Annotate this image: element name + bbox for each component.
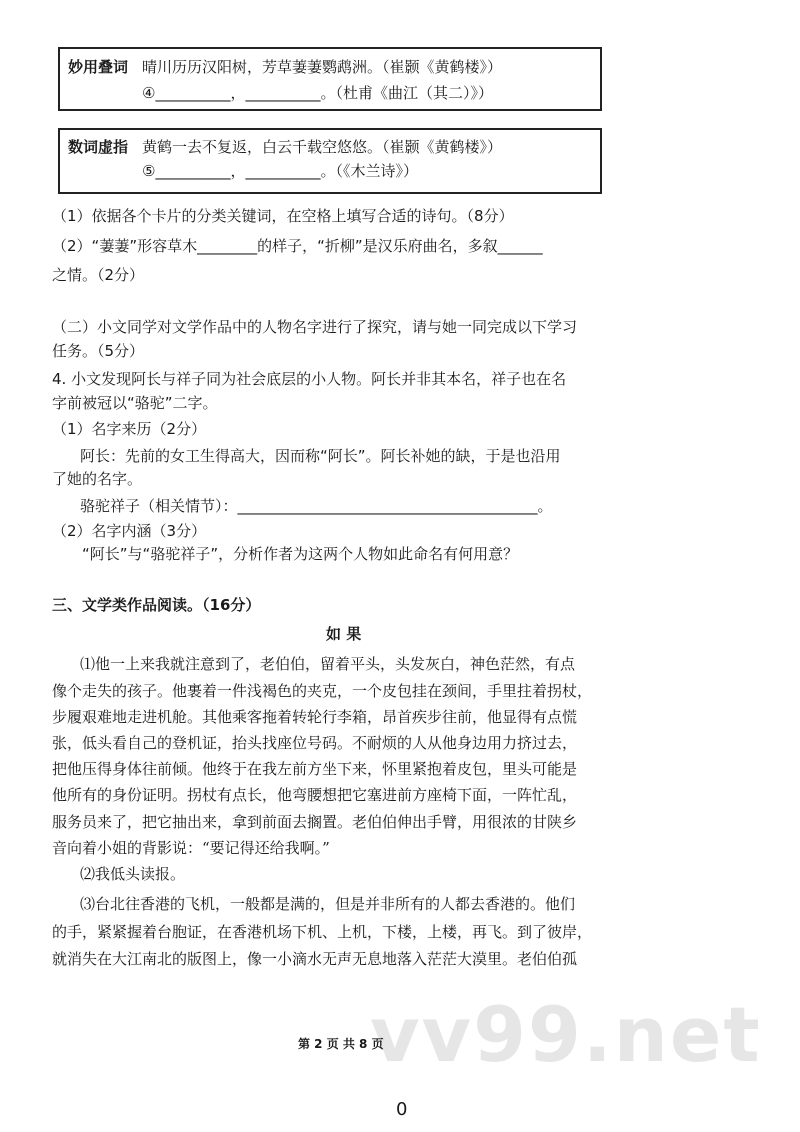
answer-blank-line[interactable]: 骆驼祥子（相关情节）：________________________________________。 [80, 497, 553, 515]
question-text: （2）“萋萋”形容草木________的样子，“折柳”是汉乐府曲名，多叙______ [52, 237, 543, 255]
article-line: 把他压得身体往前倾。他终于在我左前方坐下来，怀里紧抱着皮包，里头可能是 [52, 760, 578, 778]
section-heading: 三、文学类作品阅读。（16分） [52, 596, 261, 614]
article-line: 就消失在大江南北的版图上，像一小滴水无声无息地落入茫茫大漠里。老伯伯孤 [52, 950, 578, 968]
card-blank-line[interactable]: ④__________，__________。（杜甫《曲江（其二）》） [142, 84, 493, 102]
question-text: 阿长：先前的女工生得高大，因而称“阿长”。阿长补她的缺，于是也沿用 [80, 447, 561, 465]
article-line: 的手，紧紧握着台胞证，在香港机场下机、上机，下楼，上楼，再飞。到了彼岸， [52, 923, 593, 941]
section-intro: （二）小文同学对文学作品中的人物名字进行了探究，请与她一同完成以下学习 [52, 318, 578, 336]
question-text: 之情。（2分） [52, 266, 145, 284]
watermark: vv99.net [370, 990, 762, 1079]
article-line: 像个走失的孩子。他裹着一件浅褐色的夹克，一个皮包挂在颈间，手里拄着拐杖， [52, 682, 593, 700]
card-keyword: 妙用叠词 [68, 58, 129, 76]
card-line: 黄鹤一去不复返，白云千载空悠悠。（崔颢《黄鹤楼》） [142, 138, 503, 156]
article-title: 如 果 [326, 625, 362, 643]
article-line: ⑵我低头读报。 [80, 865, 186, 883]
page-number: 第 2 页 共 8 页 [298, 1037, 384, 1051]
question-text: （1）名字来历（2分） [52, 420, 207, 438]
question-text: “阿长”与“骆驼祥子”，分析作者为这两个人物如此命名有何用意？ [82, 545, 519, 563]
article-line: 张，低头看自己的登机证，抬头找座位号码。不耐烦的人从他身边用力挤过去， [52, 734, 578, 752]
question-text: 了她的名字。 [52, 470, 143, 488]
article-line: 音向着小姐的背影说：“要记得还给我啊。” [52, 839, 330, 857]
question-text: （1）依据各个卡片的分类关键词，在空格上填写合适的诗句。（8分） [52, 207, 514, 225]
article-line: ⑶台北往香港的飞机，一般都是满的，但是并非所有的人都去香港的。他们 [80, 895, 576, 913]
article-line: 步履艰难地走进机舱。其他乘客拖着转轮行李箱，昂首疾步往前，他显得有点慌 [52, 708, 578, 726]
bottom-number: 0 [396, 1099, 408, 1120]
question-text: 4. 小文发现阿长与祥子同为社会底层的小人物。阿长并非其本名，祥子也在名 [52, 370, 567, 388]
article-line: 他所有的身份证明。拐杖有点长，他弯腰想把它塞进前方座椅下面，一阵忙乱， [52, 786, 578, 804]
question-text: （2）名字内涵（3分） [52, 522, 207, 540]
card-keyword: 数词虚指 [68, 138, 129, 156]
question-text: 字前被冠以“骆驼”二字。 [52, 394, 218, 412]
card-blank-line[interactable]: ⑤__________，__________。（《木兰诗》） [142, 162, 418, 180]
article-line: 服务员来了，把它抽出来，拿到前面去搁置。老伯伯伸出手臂，用很浓的甘陕乡 [52, 813, 578, 831]
section-intro: 任务。（5分） [52, 342, 145, 360]
card-line: 晴川历历汉阳树，芳草萋萋鹦鹉洲。（崔颢《黄鹤楼》） [142, 58, 503, 76]
article-line: ⑴他一上来我就注意到了，老伯伯，留着平头，头发灰白，神色茫然，有点 [80, 655, 576, 673]
